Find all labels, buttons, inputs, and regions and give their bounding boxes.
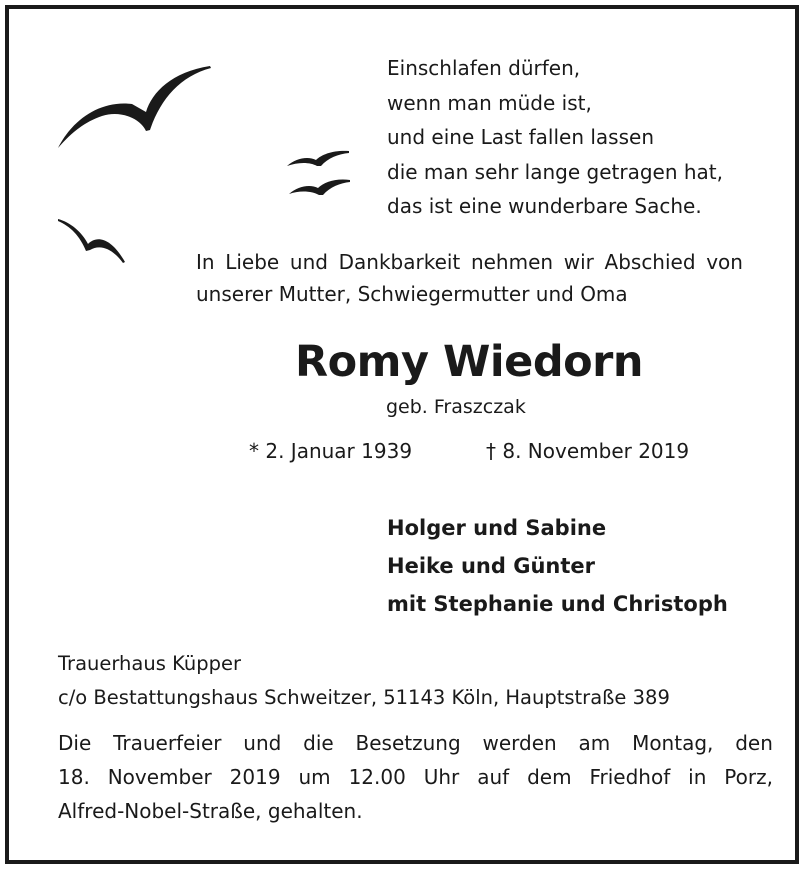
- intro-word: In: [196, 250, 215, 274]
- service-word: Porz,: [724, 765, 773, 789]
- intro-line-2: unserer Mutter, Schwiegermutter und Oma: [196, 282, 628, 306]
- intro-word: Liebe: [225, 250, 280, 274]
- service-word: werden: [482, 731, 557, 755]
- mourner-line: mit Stephanie und Christoph: [387, 592, 728, 616]
- poem-line: das ist eine wunderbare Sache.: [387, 194, 702, 218]
- birth-date: * 2. Januar 1939: [249, 439, 413, 463]
- intro-line-1: [196, 246, 743, 278]
- poem: [387, 51, 723, 224]
- poem-line: die man sehr lange getragen hat,: [387, 159, 723, 184]
- service-word: Die: [58, 731, 92, 755]
- service-word: Trauerfeier: [113, 731, 222, 755]
- intro-word: Dankbarkeit: [338, 250, 461, 274]
- funeral-home-name: Trauerhaus Küpper: [58, 652, 242, 675]
- service-line-1: [58, 726, 773, 760]
- poem-line: Einschlafen dürfen,: [387, 56, 581, 80]
- intro-word: Abschied: [604, 250, 696, 274]
- service-word: am: [578, 731, 611, 755]
- funeral-home-address: c/o Bestattungshaus Schweitzer, 51143 Köln, Hauptstraße 389: [58, 686, 670, 709]
- service-word: die: [303, 731, 334, 755]
- flying-bird-icon: [289, 179, 350, 195]
- service-word: 2019: [229, 765, 281, 789]
- intro-word: nehmen: [470, 250, 554, 274]
- flying-bird-icon: [287, 151, 349, 166]
- flying-bird-icon: [58, 66, 211, 148]
- service-word: 12.00: [348, 765, 406, 789]
- intro-word: und: [289, 250, 328, 274]
- service-word: in: [688, 765, 707, 789]
- intro-text: [196, 246, 743, 310]
- flying-bird-icon: [58, 219, 125, 263]
- intro-word: wir: [563, 250, 594, 274]
- service-word: den: [735, 731, 773, 755]
- service-line-3: Alfred-Nobel-Straße, gehalten.: [58, 799, 363, 823]
- service-word: Montag,: [632, 731, 714, 755]
- mourners-list: [387, 509, 728, 623]
- service-word: und: [243, 731, 282, 755]
- service-info: [58, 726, 773, 828]
- mourner-line: Holger und Sabine: [387, 516, 607, 540]
- service-word: Friedhof: [589, 765, 671, 789]
- intro-word: von: [706, 250, 743, 274]
- poem-line: wenn man müde ist,: [387, 90, 592, 115]
- service-word: 18.: [58, 765, 90, 789]
- service-word: Uhr: [423, 765, 460, 789]
- service-word: um: [298, 765, 331, 789]
- death-date: † 8. November 2019: [486, 439, 690, 463]
- service-word: November: [107, 765, 212, 789]
- funeral-home: [58, 647, 670, 715]
- service-word: dem: [527, 765, 572, 789]
- mourner-line: Heike und Günter: [387, 554, 595, 578]
- service-line-2: [58, 760, 773, 794]
- deceased-name: Romy Wiedorn: [295, 337, 643, 387]
- service-word: auf: [477, 765, 510, 789]
- poem-line: und eine Last fallen lassen: [387, 125, 655, 149]
- maiden-name: geb. Fraszczak: [386, 396, 526, 418]
- service-word: Besetzung: [355, 731, 461, 755]
